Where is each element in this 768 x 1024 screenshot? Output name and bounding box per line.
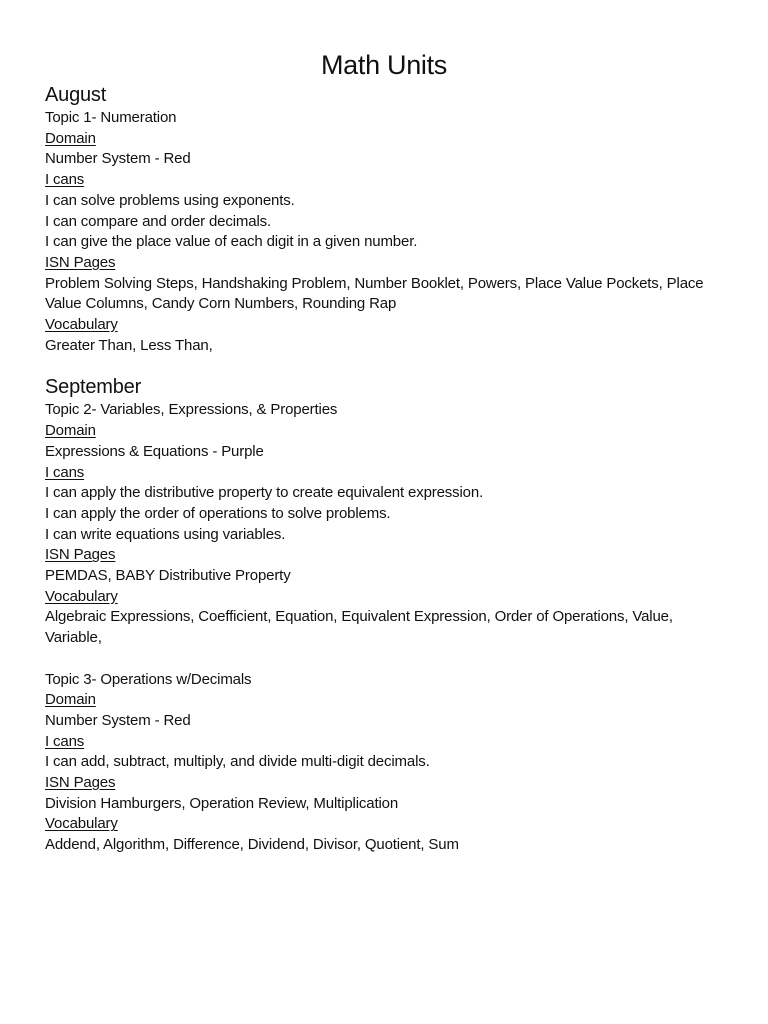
month-section-august [45, 82, 725, 356]
topic-title: Topic 2- Variables, Expressions, & Properties [45, 401, 338, 419]
topic-block [45, 108, 725, 356]
domain-value: Number System - Red [45, 711, 191, 729]
isn-pages-label: ISN Pages [45, 546, 116, 564]
isn-pages-value: PEMDAS, BABY Distributive Property [45, 567, 291, 585]
domain-value: Expressions & Equations - Purple [45, 442, 264, 460]
vocabulary-value: Addend, Algorithm, Difference, Dividend, Divisor, Quotient, Sum [45, 836, 459, 854]
icans-label: I cans [45, 171, 85, 189]
month-heading: August [45, 84, 107, 106]
ican-item: I can solve problems using exponents. [45, 191, 295, 209]
document-title: Math Units [320, 50, 448, 80]
isn-pages-value: Problem Solving Steps, Handshaking Problem, Number Booklet, Powers, Place Value Pockets, Place Value Columns, Candy Corn Numbers, Rounding Rap [45, 274, 704, 313]
vocabulary-value: Algebraic Expressions, Coefficient, Equation, Equivalent Expression, Order of Operations, Value, Variable, [45, 608, 673, 647]
domain-label: Domain [45, 422, 96, 440]
domain-label: Domain [45, 129, 96, 147]
document-body [45, 82, 725, 856]
vocabulary-label: Vocabulary [45, 587, 118, 605]
isn-pages-value: Division Hamburgers, Operation Review, Multiplication [45, 794, 399, 812]
ican-item: I can apply the order of operations to solve problems. [45, 504, 391, 522]
ican-item: I can compare and order decimals. [45, 212, 271, 230]
vocabulary-label: Vocabulary [45, 316, 118, 334]
topic-title: Topic 1- Numeration [45, 109, 177, 126]
month-heading: September [45, 376, 142, 399]
vocabulary-value: Greater Than, Less Than, [45, 336, 213, 354]
icans-label: I cans [45, 463, 85, 481]
ican-item: I can write equations using variables. [45, 525, 286, 543]
icans-label: I cans [45, 732, 85, 750]
isn-pages-label: ISN Pages [45, 253, 116, 271]
domain-value: Number System - Red [45, 150, 191, 168]
spacer [45, 649, 725, 670]
ican-item: I can apply the distributive property to create equivalent expression. [45, 484, 484, 502]
topic-title: Topic 3- Operations w/Decimals [45, 670, 252, 688]
ican-item: I can give the place value of each digit in a given number. [45, 233, 418, 251]
month-section-september [45, 374, 725, 855]
vocabulary-label: Vocabulary [45, 815, 118, 833]
spacer [45, 356, 725, 374]
domain-label: Domain [45, 691, 96, 709]
ican-item: I can add, subtract, multiply, and divide multi-digit decimals. [45, 753, 430, 771]
isn-pages-label: ISN Pages [45, 774, 116, 792]
topic-block [45, 400, 725, 648]
topic-block [45, 670, 725, 856]
